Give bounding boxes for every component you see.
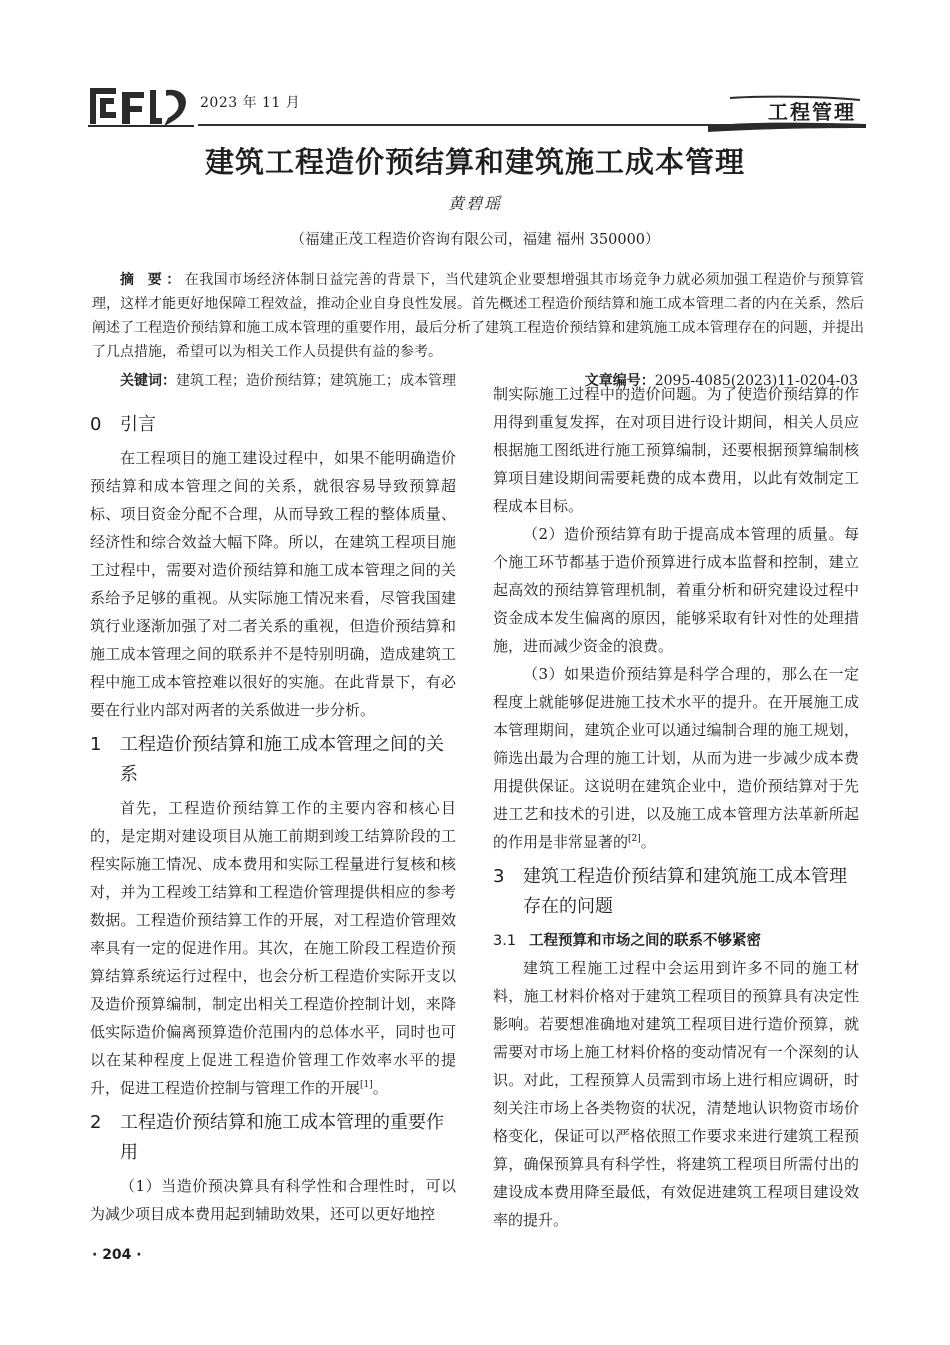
abstract-text: 在我国市场经济体制日益完善的背景下，当代建筑企业要想增强其市场竞争力就必须加强工程造价与预算管理，这样才能更好地保障工程效益，推动企业自身良性发展。首先概述工程造价预结算和施工成本管理二者的内在关系，然后阐述了工程造价预结算和施工成本管理的重要作用，最后分析了建筑工程造价预结算和建筑施工成本管理存在的问题，并提出了几点措施，希望可以为相关工作人员提供有益的参考。: [92, 272, 865, 360]
paragraph: （2）造价预结算有助于提高成本管理的质量。每个施工环节都基于造价预算进行成本监督和控制，建立起高效的预结算管理机制，着重分析和研究建设过程中资金成本发生偏离的原因，能够采取有针对性的处理措施，进而减少资金的浪费。: [493, 525, 859, 655]
section-heading-3: [493, 862, 859, 922]
section-heading-0: [90, 410, 456, 440]
paragraph: （1）当造价预决算具有科学性和合理性时，可以为减少项目成本费用起到辅助效果，还可以更好地控: [90, 1177, 456, 1223]
subsection-heading-3-1: [493, 928, 859, 954]
paragraph-text: （3）如果造价预结算是科学合理的，那么在一定程度上就能够促进施工技术水平的提升。在开展施工成本管理期间，建筑企业可以通过编制合理的施工规划，筛选出最为合理的施工计划，从而为进一步减少成本费用提供保证。这说明在建筑企业中，造价预结算对于先进工艺和技术的引进，以及施工成本管理方法革新所起的作用是非常显著的: [493, 665, 859, 851]
author: 黄碧瑶: [447, 194, 502, 213]
section-number: 3: [493, 866, 505, 887]
paragraph-text: 首先，工程造价预结算工作的主要内容和核心目的，是定期对建设项目从施工前期到竣工结算阶段的工程实际施工情况、成本费用和实际工程量进行复核和核对，并为工程竣工结算和工程造价管理提供相应的参考数据。工程造价预结算工作的开展，对工程造价管理效率具有一定的促进作用。其次，在施工阶段工程造价预算结算系统运行过程中，也会分析工程造价实际开支以及造价预算编制，制定出相关工程造价控制计划，来降低实际造价偏离预算造价范围内的总体水平，同时也可以在某种程度上促进工程造价管理工作效率水平的提升，促进工程造价控制与管理工作的开展: [90, 799, 456, 1097]
header-rule: [198, 124, 738, 126]
paragraph: [493, 660, 859, 856]
keywords-label: 关键词：: [120, 373, 176, 389]
affiliation: （福建正茂工程造价咨询有限公司，福建 福州 350000）: [290, 232, 660, 248]
section-title: 引言: [120, 414, 156, 435]
section-number: 0: [90, 414, 102, 435]
subsection-title: 工程预算和市场之间的联系不够紧密: [529, 933, 761, 949]
article-title: 建筑工程造价预结算和建筑施工成本管理: [204, 145, 745, 179]
subsection-number: 3.1: [493, 933, 517, 949]
journal-logo-icon: [86, 84, 196, 130]
page-header: [0, 0, 950, 140]
keywords: [120, 370, 456, 390]
article-number-label: 文章编号：: [584, 373, 655, 389]
section-tag: 工程管理: [768, 100, 856, 124]
issue-date: 2023 年 11 月: [200, 95, 301, 111]
page-number: · 204 ·: [92, 1247, 142, 1263]
citation-ref: [2]: [628, 834, 641, 844]
section-title: 建筑工程造价预结算和建筑施工成本管理存在的问题: [523, 866, 847, 917]
section-heading-1: [90, 730, 456, 790]
abstract: [92, 268, 864, 364]
paragraph: 制实际施工过程中的造价问题。为了使造价预结算的作用得到重复发挥，在对项目进行设计期间，相关人员应根据施工图纸进行施工预算编制，还要根据预算编制核算项目建设期间需要耗费的成本费用，以此有效制定工程成本目标。: [493, 385, 859, 515]
section-heading-2: [90, 1108, 456, 1168]
section-title: 工程造价预结算和施工成本管理之间的关系: [120, 734, 444, 785]
paragraph-end: 。: [372, 1079, 388, 1097]
article-number-value: 2095-4085(2023)11-0204-03: [654, 373, 858, 389]
section-number: 1: [90, 734, 102, 755]
paragraph: [90, 794, 456, 1102]
keywords-text: 建筑工程；造价预结算；建筑施工；成本管理: [176, 373, 456, 389]
paragraph-end: 。: [640, 833, 656, 851]
section-title: 工程造价预结算和施工成本管理的重要作用: [120, 1112, 444, 1163]
paragraph: 建筑工程施工过程中会运用到许多不同的施工材料，施工材料价格对于建筑工程项目的预算具有决定性影响。若要想准确地对建筑工程项目进行造价预算，就需要对市场上施工材料价格的变动情况有一个深刻的认识。对此，工程预算人员需到市场上进行相应调研，时刻关注市场上各类物资的状况，清楚地认识物资市场价格变化，保证可以严格依照工作要求来进行建筑工程预算，确保预算具有科学性，将建筑工程项目所需付出的建设成本费用降至最低，有效促进建筑工程项目建设效率的提升。: [493, 959, 859, 1229]
left-column: [90, 404, 456, 1228]
citation-ref: [1]: [360, 1080, 373, 1090]
abstract-label: 摘 要：: [120, 272, 185, 288]
section-number: 2: [90, 1112, 102, 1133]
right-column: [493, 380, 859, 1234]
paragraph: 在工程项目的施工建设过程中，如果不能明确造价预结算和成本管理之间的关系，就很容易导致预算超标、项目资金分配不合理，从而导致工程的整体质量、经济性和综合效益大幅下降。所以，在建筑工程项目施工过程中，需要对造价预结算和施工成本管理之间的关系给予足够的重视。从实际施工情况来看，尽管我国建筑行业逐渐加强了对二者关系的重视，但造价预结算和施工成本管理之间的联系并不是特别明确，造成建筑工程中施工成本管控难以很好的实施。在此背景下，有必要在行业内部对两者的关系做进一步分析。: [90, 449, 456, 719]
